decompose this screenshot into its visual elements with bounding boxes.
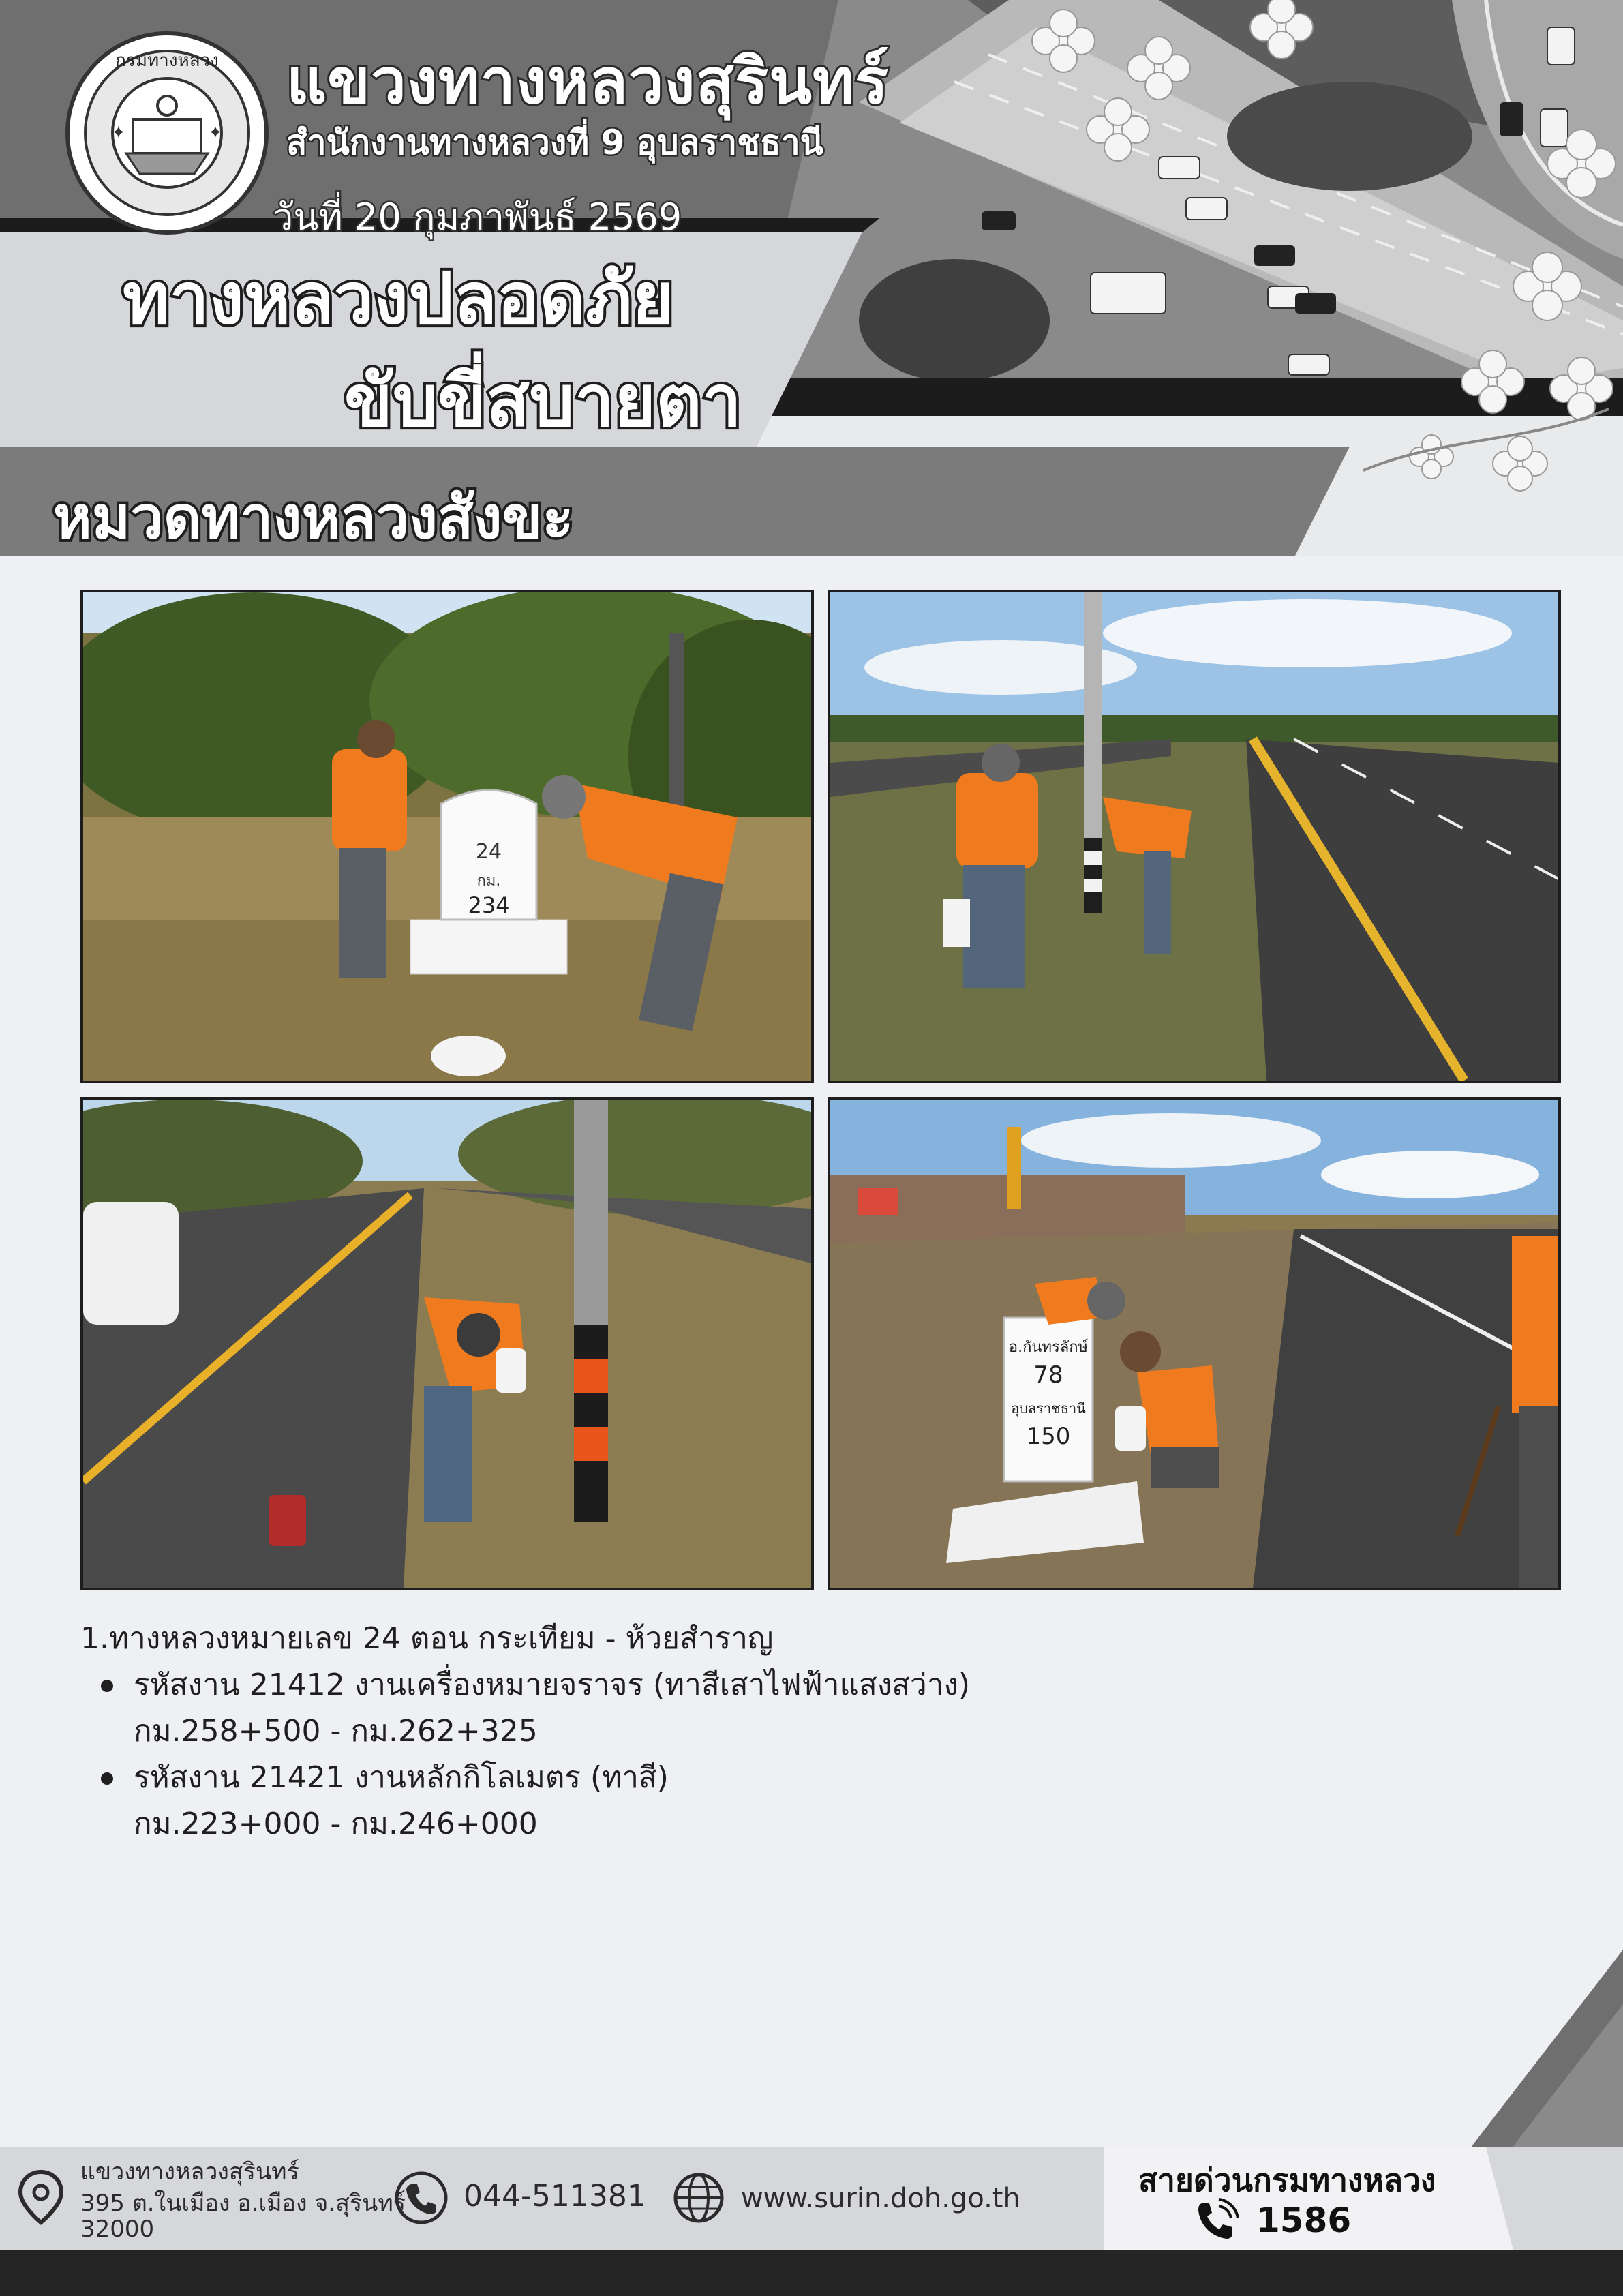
work-item	[80, 1662, 970, 1708]
footer-website[interactable]: www.surin.doh.go.th	[741, 2183, 1020, 2214]
km-post-label: กม.	[476, 873, 501, 890]
km-post-km2: 150	[1026, 1423, 1071, 1450]
phone-icon	[394, 2171, 449, 2225]
work-item	[80, 1755, 970, 1801]
svg-text:กรมทางหลวง: กรมทางหลวง	[115, 50, 219, 70]
photo-light-pole-painting-2	[80, 1097, 814, 1590]
org-title: แขวงทางหลวงสุรินทร์	[286, 45, 890, 118]
work-item-range: กม.223+000 - กม.246+000	[134, 1807, 538, 1841]
photo-km-post-kantharalak	[828, 1097, 1561, 1590]
photo-light-pole-painting-1	[828, 590, 1561, 1083]
km-post-district: อ.กันทรลักษ์	[1008, 1339, 1089, 1356]
km-post-number: 24	[475, 840, 502, 864]
km-post-km: 234	[468, 892, 510, 918]
km-post-km1: 78	[1033, 1361, 1063, 1389]
org-subtitle: สำนักงานทางหลวงที่ 9 อุบลราชธานี	[286, 123, 823, 162]
footer-phone[interactable]: 044-511381	[464, 2179, 646, 2214]
footer-dark-strip	[0, 2250, 1623, 2296]
department-seal-logo	[65, 31, 269, 235]
footer-address-line3: 32000	[80, 2216, 155, 2243]
header-banner	[0, 0, 1623, 556]
hotline-phone-icon	[1192, 2196, 1239, 2244]
location-pin-icon	[15, 2168, 67, 2229]
report-date: วันที่ 20 กุมภาพันธ์ 2569	[273, 196, 682, 239]
slogan-line-2: ขับขี่สบายตา	[344, 359, 742, 442]
work-item-title: รหัสงาน 21421 งานหลักกิโลเมตร (ทาสี)	[134, 1760, 669, 1795]
slogan-line-1: ทางหลวงปลอดภัย	[123, 257, 674, 340]
work-description	[80, 1616, 970, 1847]
section-title: หมวดทางหลวงสังขะ	[53, 484, 574, 552]
svg-text:✦: ✦	[111, 123, 126, 143]
work-item-title: รหัสงาน 21412 งานเครื่องหมายจราจร (ทาสีเสาไฟฟ้าแสงสว่าง)	[134, 1667, 971, 1702]
work-item-range: กม.258+500 - กม.262+325	[134, 1714, 538, 1749]
globe-icon	[671, 2171, 726, 2225]
hotline-title: สายด่วนกรมทางหลวง	[1138, 2162, 1436, 2199]
km-post-province: อุบลราชธานี	[1011, 1400, 1086, 1417]
highway-section-heading: 1.ทางหลวงหมายเลข 24 ตอน กระเทียม - ห้วยสำราญ	[80, 1621, 774, 1656]
hotline-number[interactable]: 1586	[1256, 2201, 1352, 2240]
photo-km-post-painting	[80, 590, 814, 1083]
bullet-icon	[101, 1772, 113, 1785]
footer-address-line2: 395 ต.ในเมือง อ.เมือง จ.สุรินทร์	[80, 2190, 406, 2217]
footer-address-line1: แขวงทางหลวงสุรินทร์	[80, 2158, 299, 2186]
svg-text:✦: ✦	[208, 123, 223, 143]
bullet-icon	[101, 1680, 113, 1692]
